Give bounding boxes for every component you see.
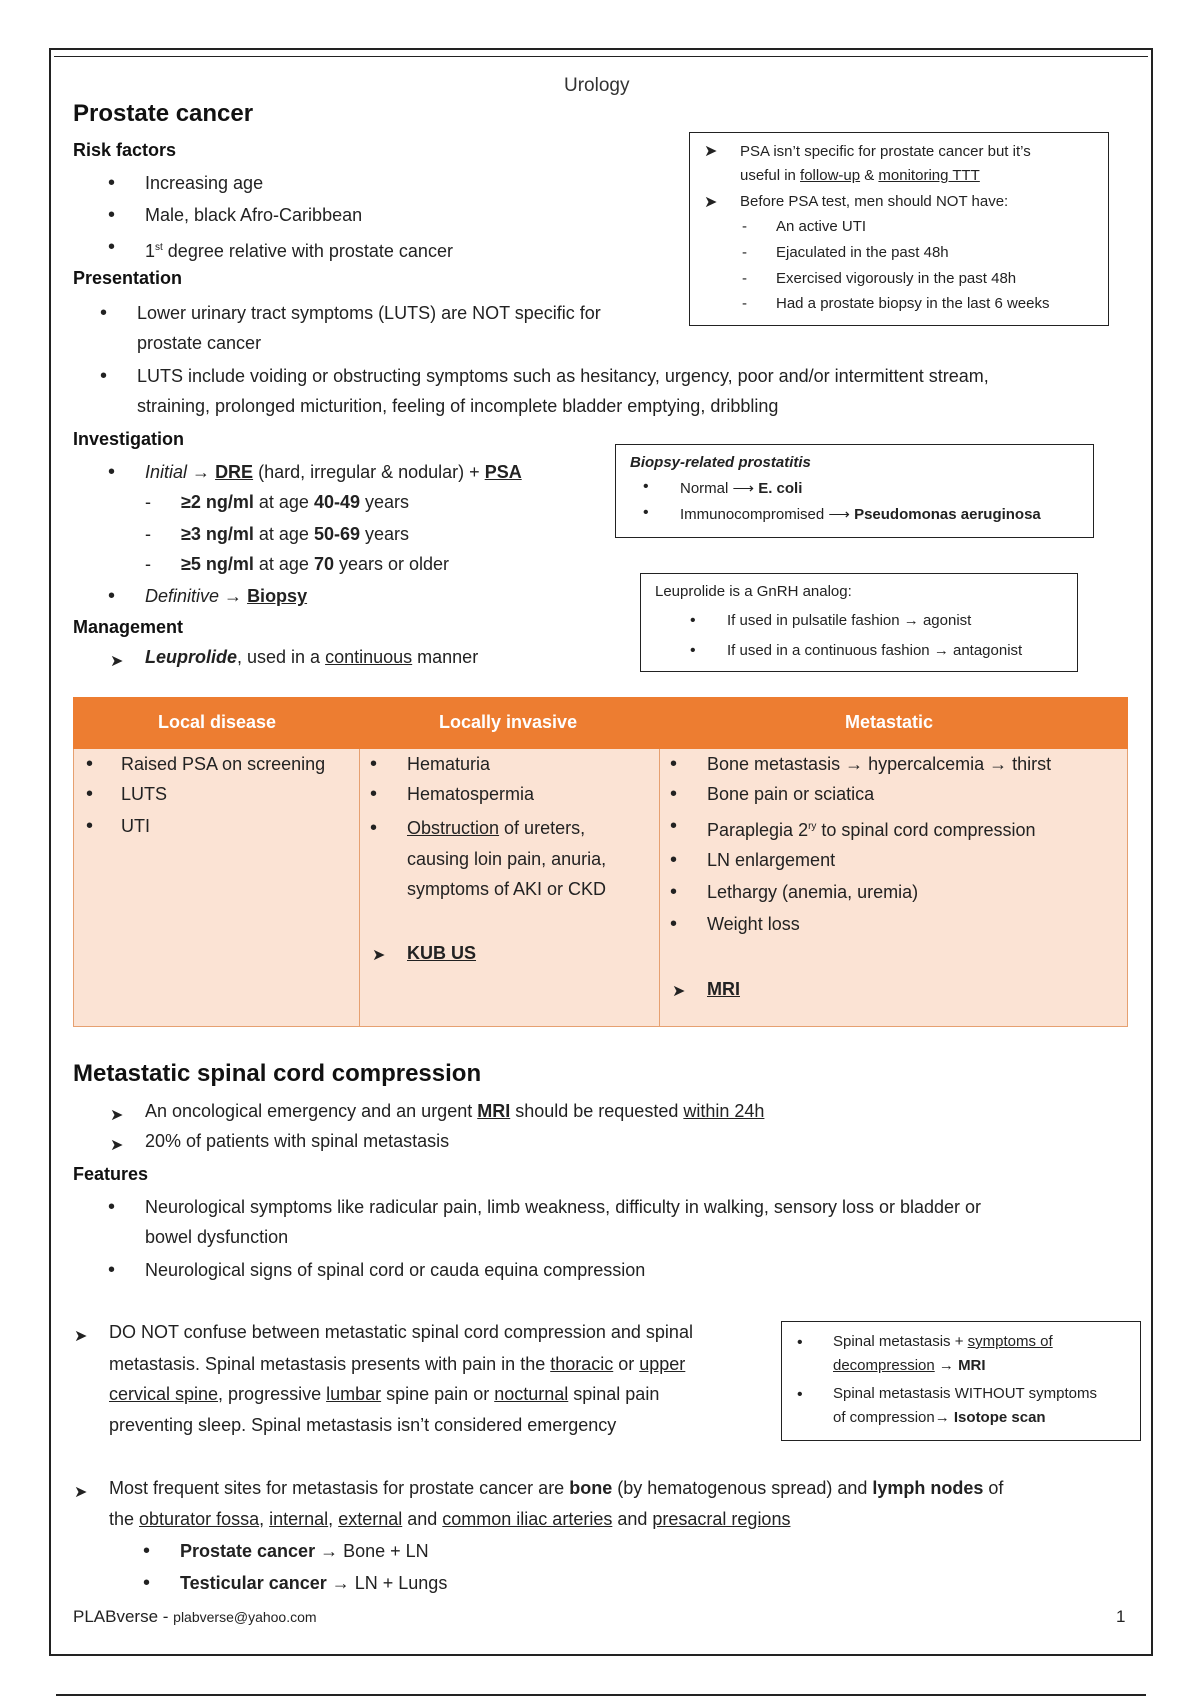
list-item: prostate cancer <box>137 333 262 353</box>
list-item: Prostate cancer → Bone + LN <box>180 1541 429 1561</box>
dash-bullet: - <box>742 295 747 312</box>
table-cell: Lethargy (anemia, uremia) <box>707 882 919 902</box>
table-header-cell: Locally invasive <box>439 712 578 732</box>
table-cell: KUB US <box>407 943 477 963</box>
list-item: Increasing age <box>145 173 264 193</box>
table-cell: Hematuria <box>407 754 491 774</box>
bullet-icon: • <box>86 783 94 805</box>
bullet-icon: • <box>797 1386 803 1403</box>
list-item: Male, black Afro-Caribbean <box>145 205 363 225</box>
arrow-bullet-icon: ➤ <box>74 1328 88 1345</box>
table-cell: MRI <box>707 979 740 999</box>
paragraph-line: preventing sleep. Spinal metastasis isn’t considered emergency <box>109 1415 617 1435</box>
list-item: straining, prolonged micturition, feeling of incomplete bladder emptying, dribbling <box>137 396 779 416</box>
list-item: Exercised vigorously in the past 48h <box>776 270 1017 287</box>
list-item: decompression → MRI <box>833 1357 986 1374</box>
bullet-icon: • <box>643 504 649 521</box>
list-item: Ejaculated in the past 48h <box>776 244 949 261</box>
bullet-icon: • <box>670 783 678 805</box>
divider <box>54 56 1148 57</box>
arrow-bullet-icon: ➤ <box>704 143 718 160</box>
bullet-icon: • <box>797 1334 803 1351</box>
page-header: Urology <box>564 75 630 96</box>
list-item: Leuprolide, used in a continuous manner <box>145 647 479 667</box>
list-item: Had a prostate biopsy in the last 6 weeks <box>776 295 1050 312</box>
arrow-bullet-icon: ➤ <box>672 983 686 1000</box>
dash-bullet: - <box>742 218 747 235</box>
table-cell: LN enlargement <box>707 850 836 870</box>
table-header-cell: Metastatic <box>845 712 934 732</box>
list-item: bowel dysfunction <box>145 1227 289 1247</box>
bullet-icon: • <box>670 753 678 775</box>
table-cell: Obstruction of ureters, <box>407 818 586 838</box>
subheading: Risk factors <box>73 140 177 160</box>
arrow-bullet-icon: ➤ <box>110 1107 124 1124</box>
list-item: Testicular cancer → LN + Lungs <box>180 1573 448 1593</box>
table-cell: UTI <box>121 816 150 836</box>
section-title: Prostate cancer <box>73 100 254 127</box>
dash-bullet: - <box>145 524 151 544</box>
list-item: 1st degree relative with prostate cancer <box>145 241 453 261</box>
page-number: 1 <box>1116 1607 1126 1626</box>
list-item: Definitive → Biopsy <box>145 586 308 606</box>
table-cell: Raised PSA on screening <box>121 754 326 774</box>
footer-brand: PLABverse - plabverse@yahoo.com <box>73 1607 317 1626</box>
list-item: Normal ⟶ E. coli <box>680 480 803 497</box>
bullet-icon: • <box>143 1572 151 1594</box>
table-cell: Weight loss <box>707 914 800 934</box>
paragraph-line: metastasis. Spinal metastasis presents with pain in the thoracic or upper <box>109 1354 686 1374</box>
paragraph-line: cervical spine, progressive lumbar spine pain or nocturnal spinal pain <box>109 1384 660 1404</box>
list-item: Spinal metastasis + symptoms of <box>833 1333 1053 1350</box>
list-item: LUTS include voiding or obstructing symptoms such as hesitancy, urgency, poor and/or intermittent stream, <box>137 366 989 386</box>
divider <box>56 1694 1146 1696</box>
bullet-icon: • <box>643 478 649 495</box>
bullet-icon: • <box>690 612 696 629</box>
bullet-icon: • <box>670 881 678 903</box>
list-item: ≥2 ng/ml at age 40-49 years <box>181 492 410 512</box>
bullet-icon: • <box>670 849 678 871</box>
paragraph-line: DO NOT confuse between metastatic spinal cord compression and spinal <box>109 1322 693 1342</box>
list-item: ≥5 ng/ml at age 70 years or older <box>181 554 450 574</box>
bullet-icon: • <box>108 585 116 607</box>
arrow-bullet-icon: ➤ <box>110 1137 124 1154</box>
arrow-bullet-icon: ➤ <box>372 947 386 964</box>
bullet-icon: • <box>370 783 378 805</box>
list-item: An active UTI <box>776 218 867 235</box>
list-item: Neurological signs of spinal cord or cauda equina compression <box>145 1260 646 1280</box>
bullet-icon: • <box>670 815 678 837</box>
list-item: ≥3 ng/ml at age 50-69 years <box>181 524 410 544</box>
table-cell: Bone pain or sciatica <box>707 784 875 804</box>
bullet-icon: • <box>370 753 378 775</box>
dash-bullet: - <box>145 554 151 574</box>
arrow-bullet-icon: ➤ <box>74 1484 88 1501</box>
bullet-icon: • <box>100 365 108 387</box>
dash-bullet: - <box>742 244 747 261</box>
bullet-icon: • <box>108 1196 116 1218</box>
subheading: Investigation <box>73 429 185 449</box>
bullet-icon: • <box>108 1259 116 1281</box>
bullet-icon: • <box>100 302 108 324</box>
note-title: Biopsy-related prostatitis <box>630 454 811 471</box>
section-title: Metastatic spinal cord compression <box>73 1060 482 1087</box>
dash-bullet: - <box>742 270 747 287</box>
note-text: PSA isn’t specific for prostate cancer but it’s <box>740 143 1031 160</box>
paragraph-line: the obturator fossa, internal, external and common iliac arteries and presacral regions <box>109 1509 791 1529</box>
table-cell: Paraplegia $2^{ry}$ to spinal cord compression <box>707 820 1036 840</box>
bullet-icon: • <box>108 204 116 226</box>
list-item: If used in pulsatile fashion → agonist <box>727 612 972 629</box>
table-cell: Hematospermia <box>407 784 535 804</box>
bullet-icon: • <box>108 461 116 483</box>
dash-bullet: - <box>145 492 151 512</box>
list-item: An oncological emergency and an urgent MRI should be requested within 24h <box>145 1101 765 1121</box>
list-item: of compression→ Isotope scan <box>833 1409 1046 1426</box>
paragraph-line: Most frequent sites for metastasis for prostate cancer are bone (by hematogenous spread) and lymph nodes of <box>109 1478 1004 1498</box>
arrow-bullet-icon: ➤ <box>704 194 718 211</box>
table-cell: causing loin pain, anuria, <box>407 849 607 869</box>
bullet-icon: • <box>108 172 116 194</box>
bullet-icon: • <box>670 913 678 935</box>
list-item: Initial → DRE (hard, irregular & nodular) + PSA <box>145 462 522 482</box>
bullet-icon: • <box>86 753 94 775</box>
note-text: useful in follow-up & monitoring TTT <box>740 167 980 184</box>
table-header-cell: Local disease <box>158 712 277 732</box>
list-item: Spinal metastasis WITHOUT symptoms <box>833 1385 1097 1402</box>
arrow-bullet-icon: ➤ <box>110 653 124 670</box>
subheading: Presentation <box>73 268 183 288</box>
list-item: Immunocompromised ⟶ Pseudomonas aeruginosa <box>680 506 1041 523</box>
list-item: If used in a continuous fashion → antagonist <box>727 642 1023 659</box>
subheading: Management <box>73 617 184 637</box>
note-title: Leuprolide is a GnRH analog: <box>655 583 852 600</box>
list-item: 20% of patients with spinal metastasis <box>145 1131 450 1151</box>
table-cell: Bone metastasis → hypercalcemia → thirst <box>707 754 1052 774</box>
bullet-icon: • <box>86 815 94 837</box>
subheading: Features <box>73 1164 149 1184</box>
column-divider <box>359 749 360 1027</box>
list-item: Neurological symptoms like radicular pain, limb weakness, difficulty in walking, sensory loss or bladder or <box>145 1197 982 1217</box>
column-divider <box>659 749 660 1027</box>
bullet-icon: • <box>370 817 378 839</box>
note-text: Before PSA test, men should NOT have: <box>740 193 1009 210</box>
bullet-icon: • <box>143 1540 151 1562</box>
bullet-icon: • <box>108 236 116 258</box>
list-item: Lower urinary tract symptoms (LUTS) are NOT specific for <box>137 303 601 323</box>
table-cell: symptoms of AKI or CKD <box>407 879 607 899</box>
table-cell: LUTS <box>121 784 168 804</box>
bullet-icon: • <box>690 642 696 659</box>
